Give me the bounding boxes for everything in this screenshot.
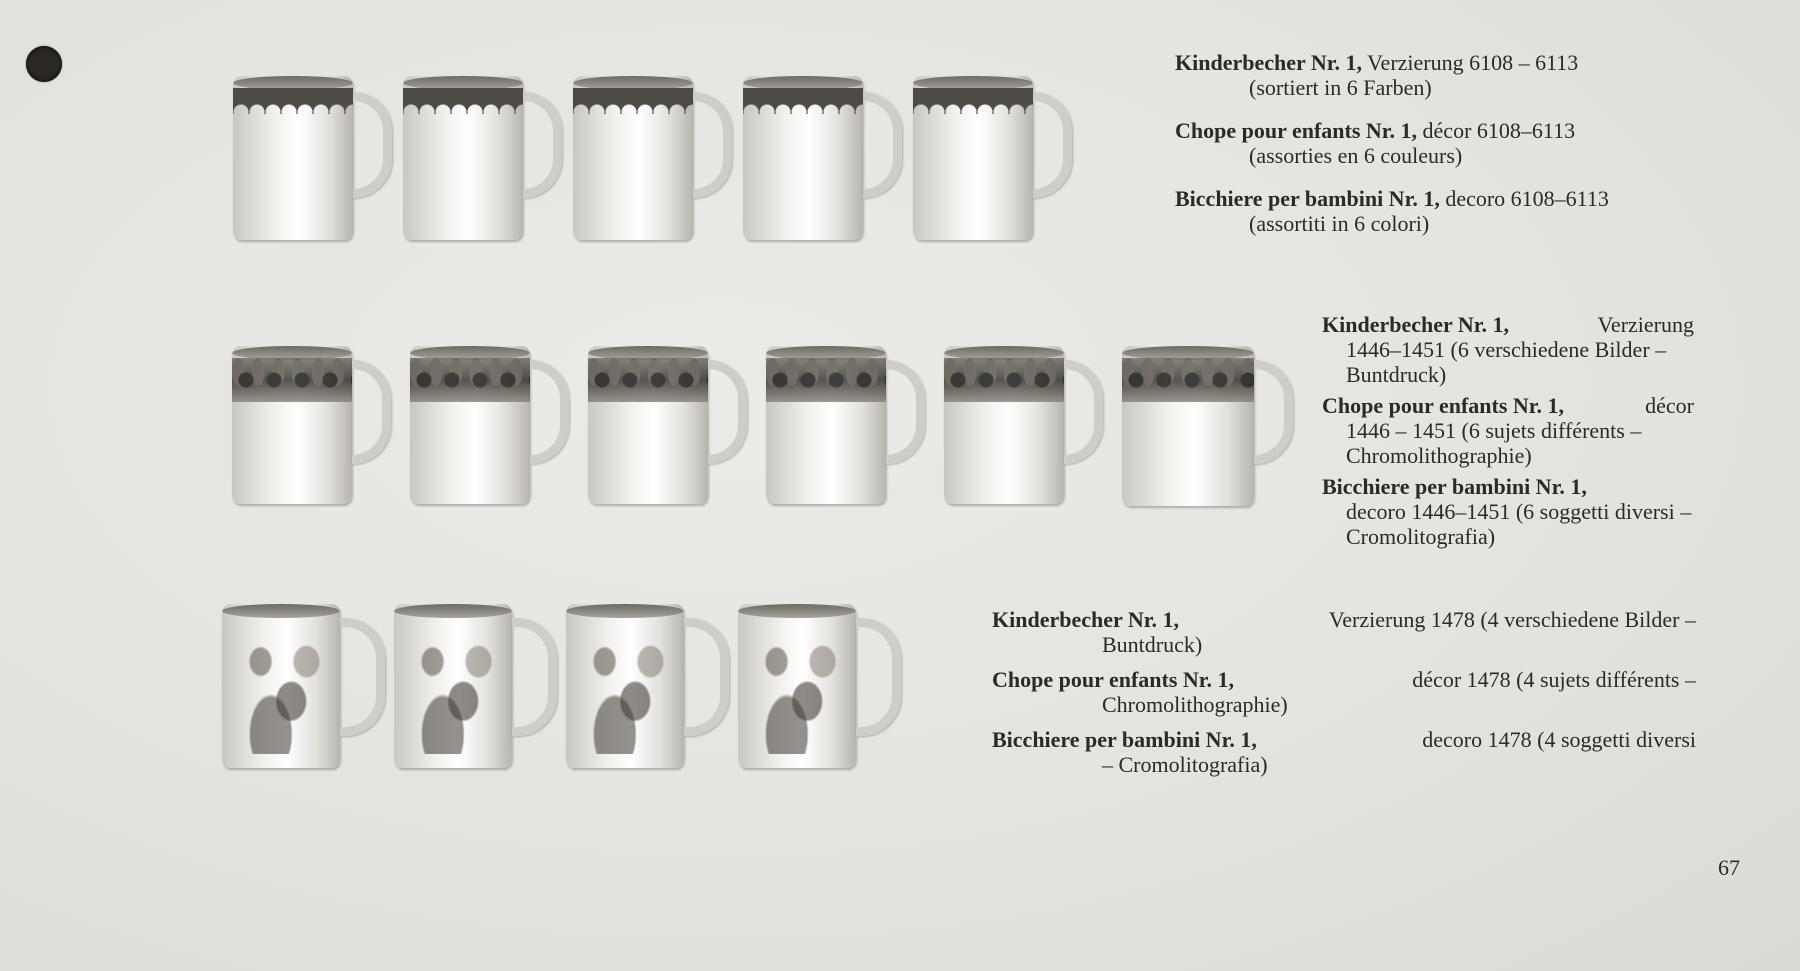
caption-row-2 xyxy=(1322,312,1694,553)
mug-image xyxy=(566,604,738,768)
caption-entry-french xyxy=(1175,118,1695,168)
mug-image xyxy=(738,604,910,768)
caption-title: Bicchiere per bambini Nr. 1, xyxy=(1175,186,1440,211)
caption-entry-german xyxy=(1175,50,1695,100)
caption-text: décor xyxy=(1645,393,1694,418)
caption-title: Chope pour enfants Nr. 1, xyxy=(1175,118,1418,143)
caption-detail: 1446–1451 (6 verschiedene Bilder – Buntdruck) xyxy=(1346,337,1667,387)
mug-image xyxy=(222,604,394,768)
caption-title: Chope pour enfants Nr. 1, xyxy=(992,667,1235,692)
caption-text: décor 1478 (4 sujets différents – xyxy=(1412,667,1696,692)
caption-entry-french xyxy=(992,667,1696,717)
page-number: 67 xyxy=(1718,855,1740,880)
caption-text: Verzierung xyxy=(1597,312,1694,337)
mug-image xyxy=(913,76,1083,240)
caption-text: décor 6108–6113 xyxy=(1422,118,1576,143)
caption-entry-german xyxy=(992,607,1696,657)
mug-image xyxy=(588,346,766,504)
mug-row-1 xyxy=(233,76,1083,240)
mug-image xyxy=(1122,346,1300,504)
caption-detail: (assorties en 6 couleurs) xyxy=(1249,143,1463,168)
caption-detail: Chromolithographie) xyxy=(1102,692,1288,717)
caption-text: decoro 1478 (4 soggetti diversi xyxy=(1422,727,1696,752)
punch-hole xyxy=(26,46,62,82)
mug-image xyxy=(743,76,913,240)
caption-entry-italian xyxy=(1322,474,1694,549)
caption-row-3 xyxy=(992,607,1696,781)
caption-title: Chope pour enfants Nr. 1, xyxy=(1322,393,1565,418)
caption-detail: 1446 – 1451 (6 sujets différents – Chromolithographie) xyxy=(1346,418,1642,468)
caption-detail: decoro 1446–1451 (6 soggetti diversi – Cromolitografia) xyxy=(1346,499,1692,549)
caption-detail: (assortiti in 6 colori) xyxy=(1249,211,1430,236)
caption-entry-italian xyxy=(992,727,1696,777)
mug-image xyxy=(766,346,944,504)
mug-image xyxy=(232,346,410,504)
mug-image xyxy=(573,76,743,240)
mug-image xyxy=(394,604,566,768)
caption-title: Bicchiere per bambini Nr. 1, xyxy=(992,727,1257,752)
mug-image xyxy=(403,76,573,240)
caption-detail: – Cromolitografia) xyxy=(1102,752,1268,777)
mug-row-2 xyxy=(232,346,1300,504)
caption-entry-french xyxy=(1322,393,1694,468)
caption-title: Kinderbecher Nr. 1, xyxy=(1322,312,1509,337)
mug-image xyxy=(233,76,403,240)
caption-row-1 xyxy=(1175,50,1695,240)
caption-detail: (sortiert in 6 Farben) xyxy=(1249,75,1432,100)
caption-entry-italian xyxy=(1175,186,1695,236)
caption-text: Verzierung 6108 – 6113 xyxy=(1367,50,1579,75)
caption-text: Verzierung 1478 (4 verschiedene Bilder – xyxy=(1328,607,1696,632)
mug-row-3 xyxy=(222,604,910,768)
caption-title: Kinderbecher Nr. 1, xyxy=(1175,50,1362,75)
mug-image xyxy=(410,346,588,504)
caption-detail: Buntdruck) xyxy=(1102,632,1203,657)
mug-image xyxy=(944,346,1122,504)
caption-entry-german xyxy=(1322,312,1694,387)
caption-text: decoro 6108–6113 xyxy=(1445,186,1609,211)
caption-title: Bicchiere per bambini Nr. 1, xyxy=(1322,474,1587,499)
caption-title: Kinderbecher Nr. 1, xyxy=(992,607,1179,632)
